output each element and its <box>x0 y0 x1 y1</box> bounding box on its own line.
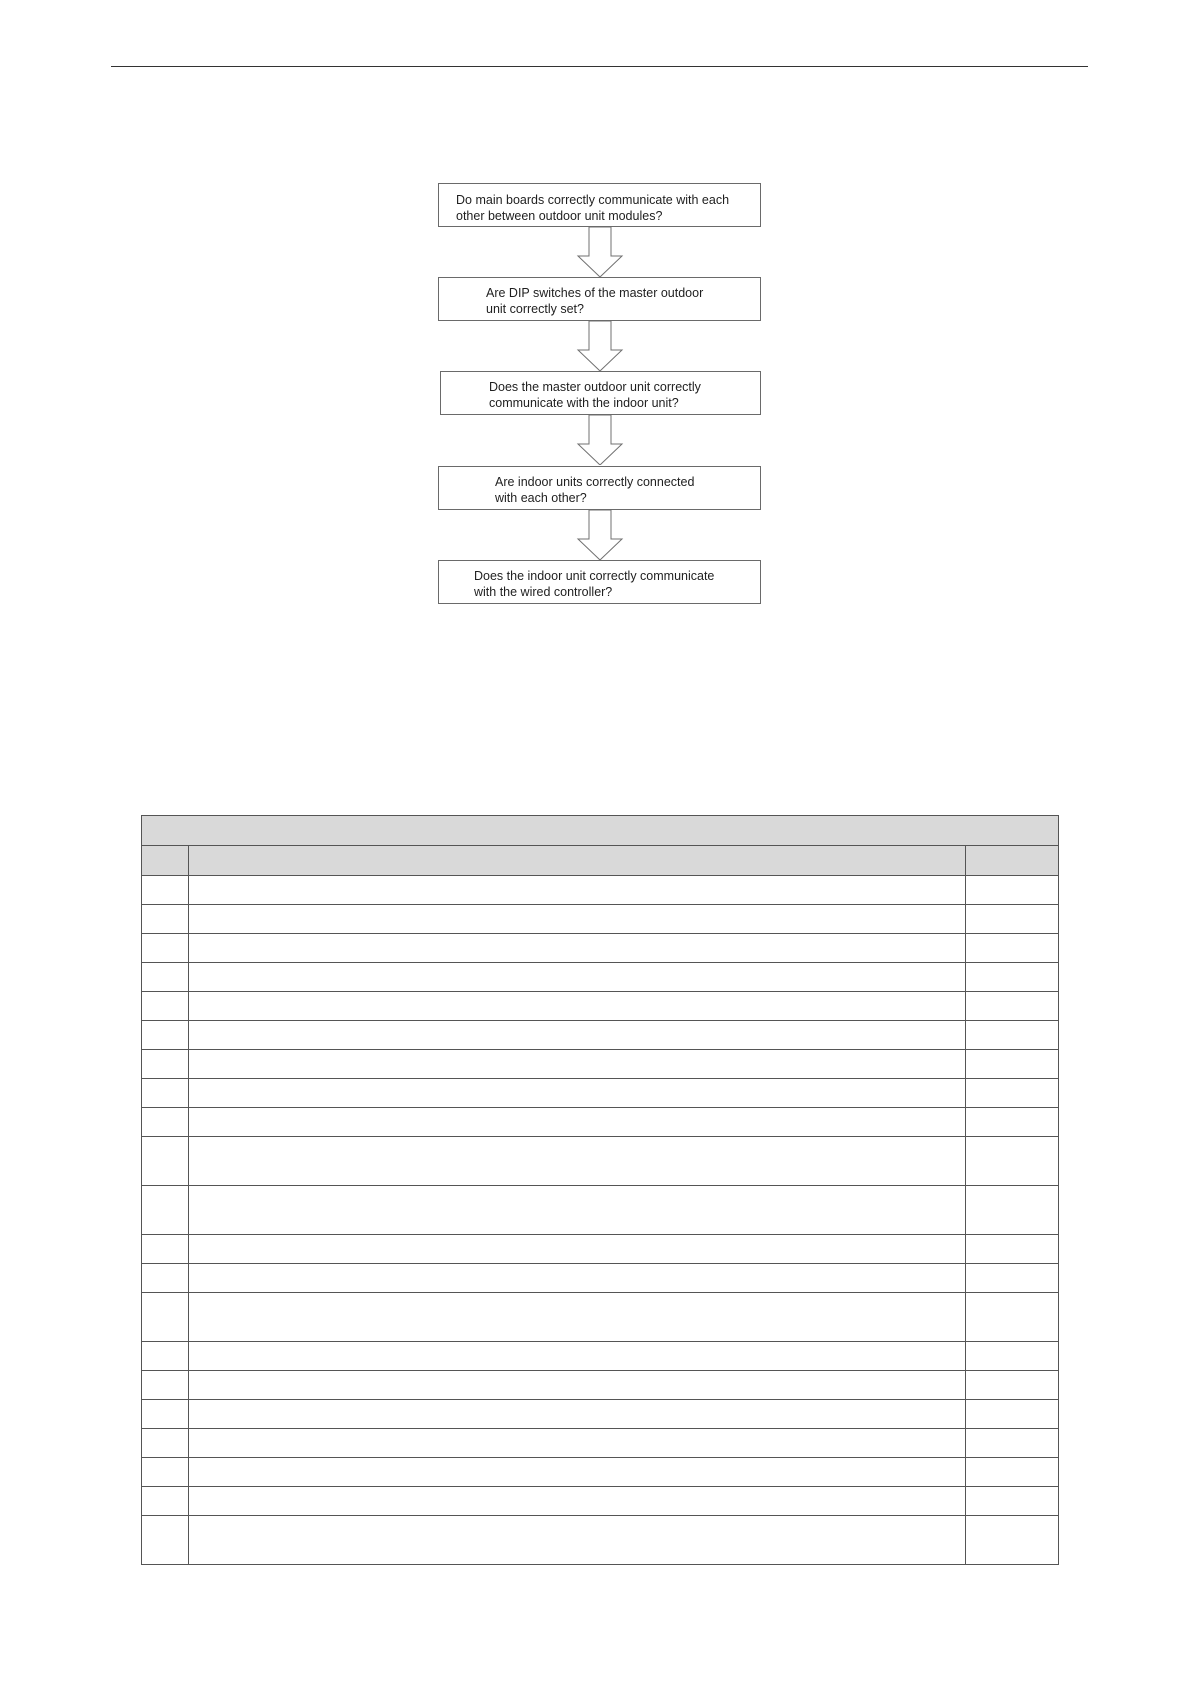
table-row <box>142 934 1059 963</box>
cell-item <box>189 1400 966 1429</box>
flow-step-4-line-2: with each other? <box>495 491 587 505</box>
table-row <box>142 963 1059 992</box>
table-row <box>142 1079 1059 1108</box>
cell-result <box>966 1429 1059 1458</box>
cell-item <box>189 1516 966 1565</box>
cell-result <box>966 1342 1059 1371</box>
cell-no <box>142 1137 189 1186</box>
cell-item <box>189 905 966 934</box>
cell-no <box>142 1079 189 1108</box>
flow-step-3-line-1: Does the master outdoor unit correctly <box>489 380 701 394</box>
table-row <box>142 1021 1059 1050</box>
table-body <box>142 876 1059 1565</box>
flow-step-5 <box>438 560 761 604</box>
cell-result <box>966 1050 1059 1079</box>
table-row <box>142 1487 1059 1516</box>
cell-item <box>189 1079 966 1108</box>
table-row <box>142 1293 1059 1342</box>
cell-result <box>966 1108 1059 1137</box>
cell-no <box>142 1342 189 1371</box>
cell-item <box>189 1050 966 1079</box>
cell-result <box>966 1371 1059 1400</box>
table-row <box>142 905 1059 934</box>
cell-result <box>966 1021 1059 1050</box>
cell-result <box>966 1400 1059 1429</box>
table-row <box>142 1371 1059 1400</box>
table-row <box>142 1108 1059 1137</box>
column-header-item <box>189 846 966 876</box>
table-row <box>142 1050 1059 1079</box>
cell-result <box>966 934 1059 963</box>
cell-no <box>142 1050 189 1079</box>
down-arrow-icon <box>575 415 625 465</box>
cell-item <box>189 1137 966 1186</box>
cell-result <box>966 905 1059 934</box>
cell-no <box>142 1293 189 1342</box>
table-row <box>142 1186 1059 1235</box>
cell-item <box>189 1342 966 1371</box>
flow-step-5-line-1: Does the indoor unit correctly communicate <box>474 569 715 583</box>
header-rule <box>111 66 1088 67</box>
down-arrow-icon <box>575 321 625 371</box>
cell-result <box>966 1458 1059 1487</box>
cell-result <box>966 1487 1059 1516</box>
cell-item <box>189 1264 966 1293</box>
cell-no <box>142 1429 189 1458</box>
cell-result <box>966 1235 1059 1264</box>
flow-step-3-line-2: communicate with the indoor unit? <box>489 396 679 410</box>
cell-item <box>189 963 966 992</box>
cell-item <box>189 876 966 905</box>
cell-no <box>142 905 189 934</box>
flow-step-1 <box>438 183 761 227</box>
flow-step-2-line-2: unit correctly set? <box>486 302 584 316</box>
flow-step-4 <box>438 466 761 510</box>
cell-result <box>966 1516 1059 1565</box>
table-row <box>142 1458 1059 1487</box>
cell-item <box>189 934 966 963</box>
table-row <box>142 876 1059 905</box>
flow-step-2-line-1: Are DIP switches of the master outdoor <box>486 286 704 300</box>
cell-item <box>189 1487 966 1516</box>
cell-no <box>142 992 189 1021</box>
cell-no <box>142 1400 189 1429</box>
column-header-result <box>966 846 1059 876</box>
cell-result <box>966 963 1059 992</box>
cell-result <box>966 1079 1059 1108</box>
cell-item <box>189 1293 966 1342</box>
cell-item <box>189 1186 966 1235</box>
cell-item <box>189 1021 966 1050</box>
flow-step-3 <box>440 371 761 415</box>
down-arrow-icon <box>575 227 625 277</box>
cell-result <box>966 992 1059 1021</box>
cell-item <box>189 1235 966 1264</box>
cell-result <box>966 1186 1059 1235</box>
table-row <box>142 1516 1059 1565</box>
cell-no <box>142 1021 189 1050</box>
cell-item <box>189 1429 966 1458</box>
flow-step-4-line-1: Are indoor units correctly connected <box>495 475 695 489</box>
cell-no <box>142 1264 189 1293</box>
table-row <box>142 1400 1059 1429</box>
checklist-table <box>141 815 1059 1565</box>
down-arrow-icon <box>575 510 625 560</box>
table-row <box>142 1264 1059 1293</box>
cell-no <box>142 1235 189 1264</box>
cell-no <box>142 1516 189 1565</box>
cell-no <box>142 1458 189 1487</box>
table-row <box>142 1429 1059 1458</box>
column-header-no <box>142 846 189 876</box>
cell-result <box>966 1293 1059 1342</box>
flow-step-1-line-1: Do main boards correctly communicate with each <box>456 193 730 207</box>
cell-result <box>966 1137 1059 1186</box>
cell-item <box>189 1371 966 1400</box>
table-row <box>142 1137 1059 1186</box>
flow-step-1-line-2: other between outdoor unit modules? <box>456 209 663 223</box>
checklist-table-wrap <box>141 815 1058 1565</box>
cell-no <box>142 1371 189 1400</box>
cell-no <box>142 934 189 963</box>
flow-step-5-line-2: with the wired controller? <box>474 585 613 599</box>
cell-item <box>189 992 966 1021</box>
cell-item <box>189 1458 966 1487</box>
table-row <box>142 1342 1059 1371</box>
cell-result <box>966 1264 1059 1293</box>
cell-result <box>966 876 1059 905</box>
table-title <box>142 816 1059 846</box>
cell-no <box>142 876 189 905</box>
cell-no <box>142 1487 189 1516</box>
table-row <box>142 1235 1059 1264</box>
table-row <box>142 992 1059 1021</box>
cell-no <box>142 1108 189 1137</box>
cell-no <box>142 963 189 992</box>
flow-step-2 <box>438 277 761 321</box>
cell-item <box>189 1108 966 1137</box>
cell-no <box>142 1186 189 1235</box>
